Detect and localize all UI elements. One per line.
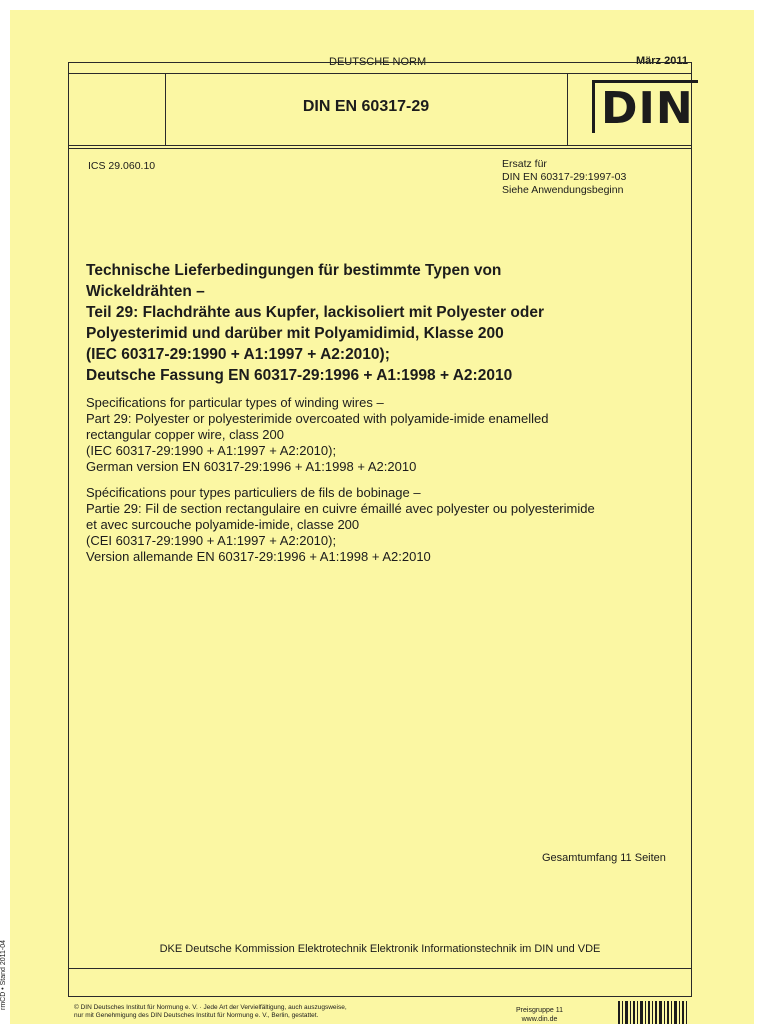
title-line: (IEC 60317-29:1990 + A1:1997 + A2:2010); bbox=[86, 443, 337, 458]
copyright-line: nur mit Genehmigung des DIN Deutsches Institut für Normung e. V., Berlin, gestattet. bbox=[74, 1012, 319, 1019]
document-number: DIN EN 60317-29 bbox=[302, 98, 430, 115]
committee-name: DKE Deutsche Kommission Elektrotechnik Elektronik Informationstechnik im DIN und VDE bbox=[159, 943, 601, 955]
title-line: rectangular copper wire, class 200 bbox=[86, 427, 284, 442]
din-logo: DIN bbox=[592, 80, 698, 133]
copyright-line: © DIN Deutsches Institut für Normung e. V. · Jede Art der Vervielfältigung, auch auszugsweise, bbox=[74, 1004, 347, 1011]
title-line: Version allemande EN 60317-29:1996 + A1:1998 + A2:2010 bbox=[86, 549, 431, 564]
ics-code: ICS 29.060.10 bbox=[88, 160, 156, 172]
header-double-rule bbox=[68, 148, 692, 149]
replacement-line: Ersatz für bbox=[502, 158, 547, 170]
header-divider-right bbox=[567, 73, 568, 146]
title-line: Part 29: Polyester or polyesterimide overcoated with polyamide-imide enamelled bbox=[86, 411, 549, 426]
replacement-line: Siehe Anwendungsbeginn bbox=[502, 184, 624, 196]
title-line: Wickeldrähten – bbox=[86, 283, 205, 300]
title-line: et avec surcouche polyamide-imide, classe 200 bbox=[86, 517, 360, 532]
title-line: Spécifications pour types particuliers de fils de bobinage – bbox=[86, 485, 421, 500]
total-pages: Gesamtumfang 11 Seiten bbox=[542, 852, 666, 864]
barcode-icon bbox=[618, 1001, 688, 1024]
title-line: (CEI 60317-29:1990 + A1:1997 + A2:2010); bbox=[86, 533, 337, 548]
header-bottom-rule bbox=[68, 145, 692, 146]
publication-date: März 2011 bbox=[636, 55, 688, 67]
title-line: Partie 29: Fil de section rectangulaire en cuivre émaillé avec polyester ou polyesterimide bbox=[86, 501, 595, 516]
title-line: Technische Lieferbedingungen für bestimmte Typen von bbox=[86, 262, 502, 279]
title-german bbox=[86, 260, 686, 386]
sidebar-stamp: rmCD • Stand 2011-04 bbox=[0, 939, 7, 1010]
title-line: Specifications for particular types of winding wires – bbox=[86, 395, 384, 410]
committee-rule bbox=[68, 968, 692, 969]
copyright-notice bbox=[74, 1004, 347, 1020]
title-line: (IEC 60317-29:1990 + A1:1997 + A2:2010); bbox=[86, 346, 390, 363]
title-line: Polyesterimid und darüber mit Polyamidimid, Klasse 200 bbox=[86, 325, 504, 342]
norm-label: DEUTSCHE NORM bbox=[329, 56, 427, 68]
price-group: Preisgruppe 11 bbox=[516, 1007, 563, 1014]
title-line: Teil 29: Flachdrähte aus Kupfer, lackisoliert mit Polyester oder bbox=[86, 304, 544, 321]
website: www.din.de bbox=[521, 1016, 558, 1023]
header-top-rule bbox=[68, 73, 692, 74]
title-english bbox=[86, 395, 686, 475]
replacement-info bbox=[502, 158, 626, 197]
title-line: Deutsche Fassung EN 60317-29:1996 + A1:1998 + A2:2010 bbox=[86, 367, 513, 384]
title-line: German version EN 60317-29:1996 + A1:1998 + A2:2010 bbox=[86, 459, 417, 474]
replacement-line: DIN EN 60317-29:1997-03 bbox=[502, 171, 627, 183]
price-info bbox=[516, 1006, 563, 1024]
title-french bbox=[86, 485, 686, 565]
